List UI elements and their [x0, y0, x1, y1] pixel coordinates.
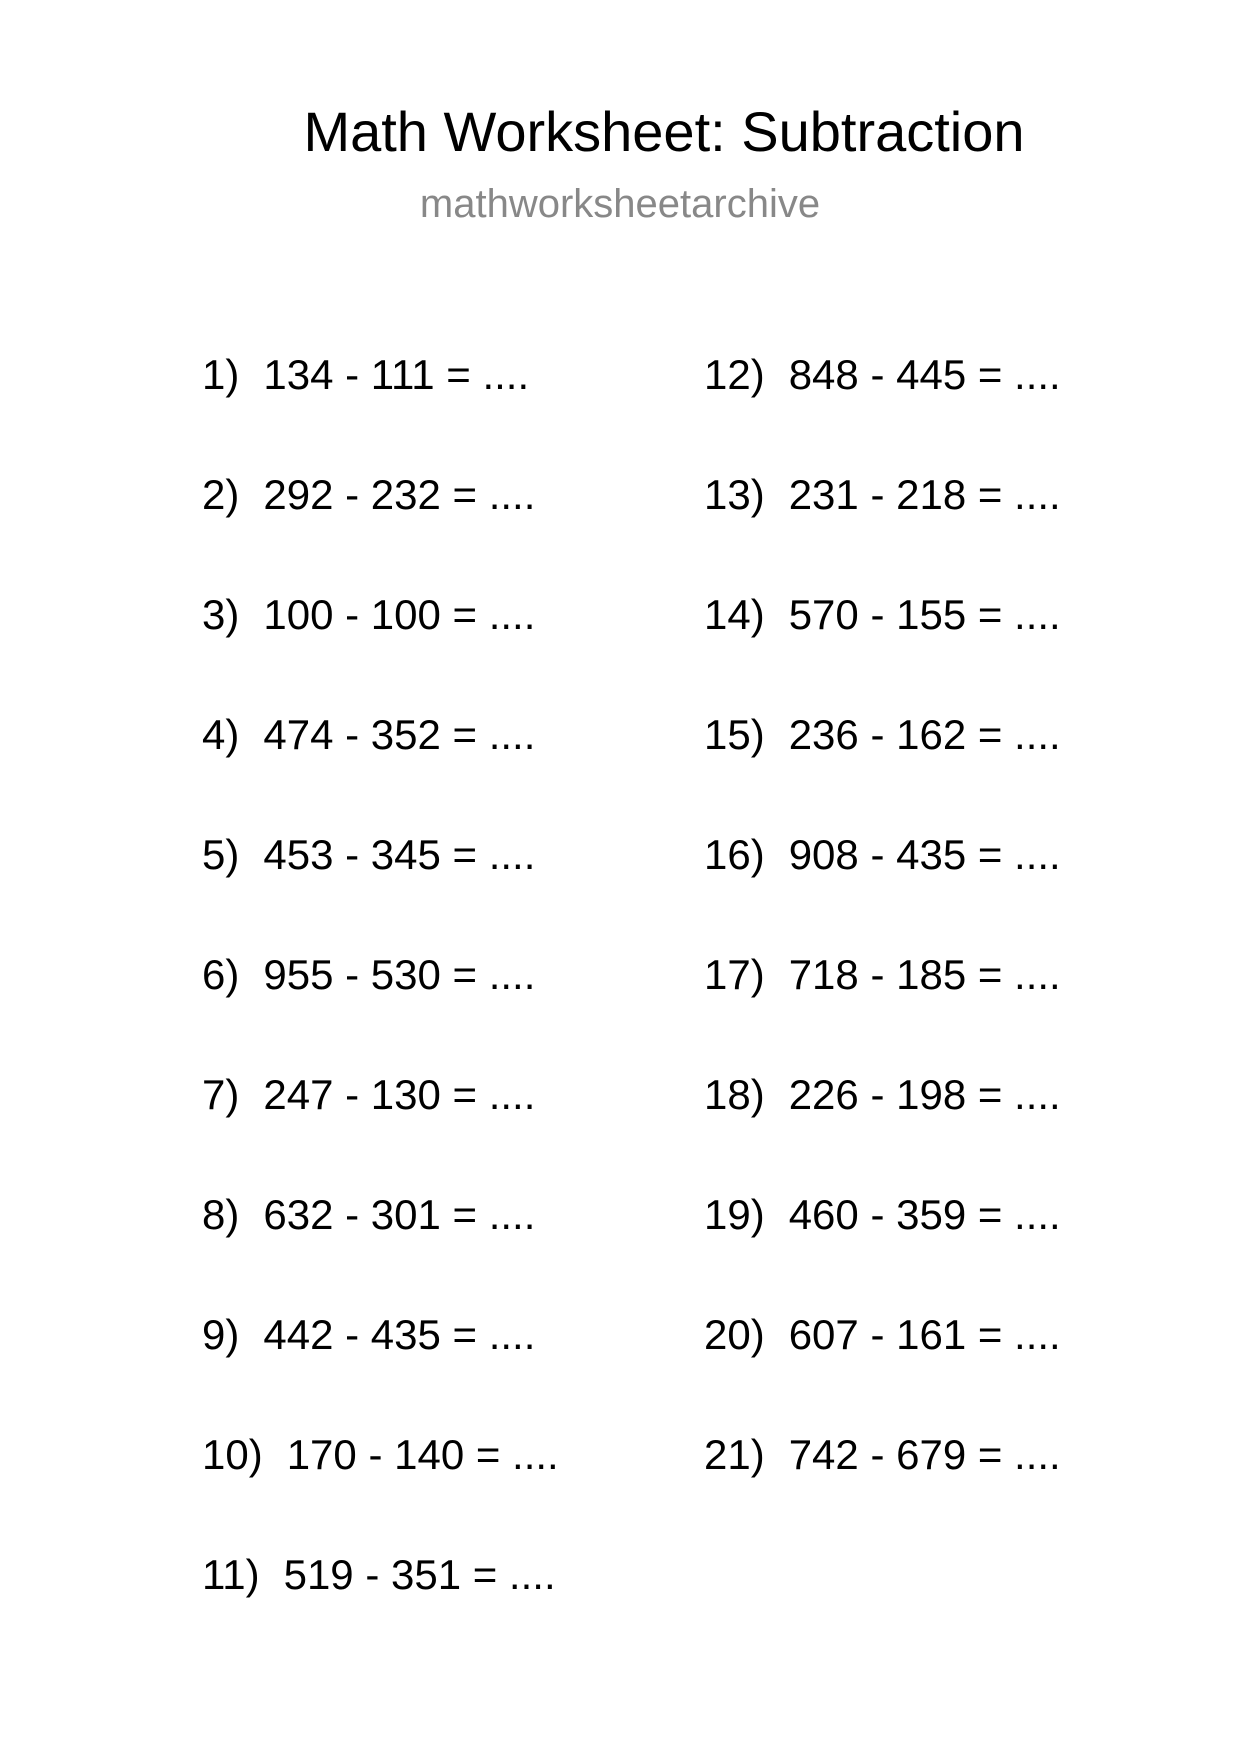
problem-item [202, 1310, 559, 1430]
problem-expression: 100 - 100 = .... [263, 591, 536, 638]
problem-number: 10) [202, 1431, 263, 1478]
problem-item [704, 710, 1061, 830]
problem-item [202, 710, 559, 830]
problem-number: 18) [704, 1071, 765, 1118]
problem-expression: 453 - 345 = .... [263, 831, 536, 878]
problem-item [202, 1430, 559, 1550]
problem-item [202, 590, 559, 710]
problem-number: 13) [704, 471, 765, 518]
problem-item [202, 830, 559, 950]
problem-expression: 442 - 435 = .... [263, 1311, 536, 1358]
problem-number: 11) [202, 1551, 260, 1598]
problem-number: 16) [704, 831, 765, 878]
problem-expression: 607 - 161 = .... [788, 1311, 1061, 1358]
problem-number: 17) [704, 951, 765, 998]
problem-column-left [202, 350, 559, 1670]
problem-column-right [704, 350, 1061, 1550]
problem-number: 19) [704, 1191, 765, 1238]
problem-expression: 247 - 130 = .... [263, 1071, 536, 1118]
problem-item [202, 1190, 559, 1310]
problem-expression: 474 - 352 = .... [263, 711, 536, 758]
problem-expression: 236 - 162 = .... [788, 711, 1061, 758]
problem-item [704, 350, 1061, 470]
problem-item [704, 830, 1061, 950]
problem-item [202, 1550, 559, 1670]
problem-number: 3) [202, 591, 240, 638]
problem-item [704, 470, 1061, 590]
problem-number: 15) [704, 711, 765, 758]
problem-number: 14) [704, 591, 765, 638]
problem-item [704, 590, 1061, 710]
problem-expression: 226 - 198 = .... [788, 1071, 1061, 1118]
problem-number: 2) [202, 471, 240, 518]
problem-item [704, 1310, 1061, 1430]
problem-number: 7) [202, 1071, 240, 1118]
page-subtitle: mathworksheetarchive [419, 182, 821, 226]
problem-item [704, 1190, 1061, 1310]
problem-expression: 632 - 301 = .... [263, 1191, 536, 1238]
problem-number: 5) [202, 831, 240, 878]
problem-expression: 570 - 155 = .... [788, 591, 1061, 638]
problem-item [704, 1430, 1061, 1550]
problem-expression: 718 - 185 = .... [788, 951, 1061, 998]
problem-expression: 170 - 140 = .... [286, 1431, 559, 1478]
problem-number: 8) [202, 1191, 240, 1238]
problem-expression: 955 - 530 = .... [263, 951, 536, 998]
problem-expression: 519 - 351 = .... [283, 1551, 556, 1598]
problem-item [704, 1070, 1061, 1190]
problem-expression: 292 - 232 = .... [263, 471, 536, 518]
problem-expression: 231 - 218 = .... [788, 471, 1061, 518]
problem-item [202, 350, 559, 470]
problem-expression: 848 - 445 = .... [788, 351, 1061, 398]
problem-item [202, 950, 559, 1070]
problem-number: 4) [202, 711, 240, 758]
problem-number: 9) [202, 1311, 240, 1358]
problem-number: 1) [202, 351, 240, 398]
problem-expression: 134 - 111 = .... [263, 351, 530, 398]
problem-number: 6) [202, 951, 240, 998]
problem-number: 21) [704, 1431, 765, 1478]
problem-expression: 908 - 435 = .... [788, 831, 1061, 878]
problem-item [202, 1070, 559, 1190]
problem-number: 20) [704, 1311, 765, 1358]
problem-item [202, 470, 559, 590]
page-title: Math Worksheet: Subtraction [303, 100, 1025, 163]
problem-number: 12) [704, 351, 765, 398]
problem-expression: 460 - 359 = .... [788, 1191, 1061, 1238]
problem-expression: 742 - 679 = .... [788, 1431, 1061, 1478]
problem-item [704, 950, 1061, 1070]
